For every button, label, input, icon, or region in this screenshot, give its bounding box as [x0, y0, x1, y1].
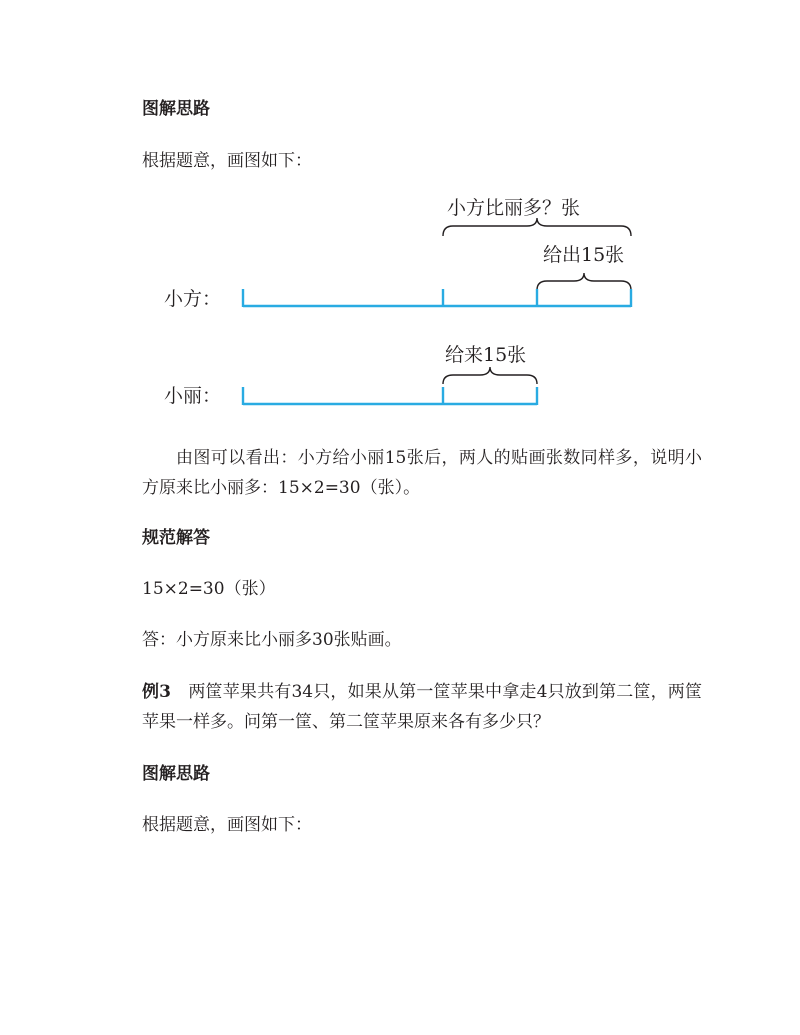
- brace-give: [537, 273, 631, 290]
- brace-receive: [443, 367, 537, 384]
- solution-equation: 15×2=30（张）: [142, 579, 276, 599]
- solution-answer: 答：小方原来比小丽多30张贴画。: [142, 630, 402, 650]
- example-text: 两筐苹果共有34只，如果从第一筐苹果中拿走4只放到第二筐，两筐苹果一样多。问第一筐、第二筐苹果原来各有多少只？: [142, 682, 702, 732]
- segment-xiaoli: [243, 387, 537, 405]
- section-heading-diagram-thinking: 图解思路: [142, 99, 210, 119]
- label-compare: 小方比丽多？张: [447, 197, 581, 219]
- segment-xiaofang: [243, 289, 631, 307]
- brace-compare: [443, 218, 631, 236]
- section-intro-2: 根据题意，画图如下：: [142, 815, 312, 835]
- row-label-xiaofang: 小方：: [164, 288, 222, 310]
- section-heading-diagram-thinking-2: 图解思路: [142, 764, 210, 784]
- example-label: 例3: [142, 682, 172, 702]
- example-3-paragraph: [142, 677, 702, 737]
- row-label-xiaoli: 小丽：: [164, 385, 222, 407]
- label-give: 给出15张: [543, 244, 625, 266]
- explanation-paragraph: 由图可以看出：小方给小丽15张后，两人的贴画张数同样多，说明小方原来比小丽多：15×2=30（张）。: [142, 448, 702, 498]
- label-receive: 给来15张: [445, 344, 527, 366]
- section-heading-standard-solution: 规范解答: [142, 528, 210, 548]
- section-intro: 根据题意，画图如下：: [142, 151, 312, 171]
